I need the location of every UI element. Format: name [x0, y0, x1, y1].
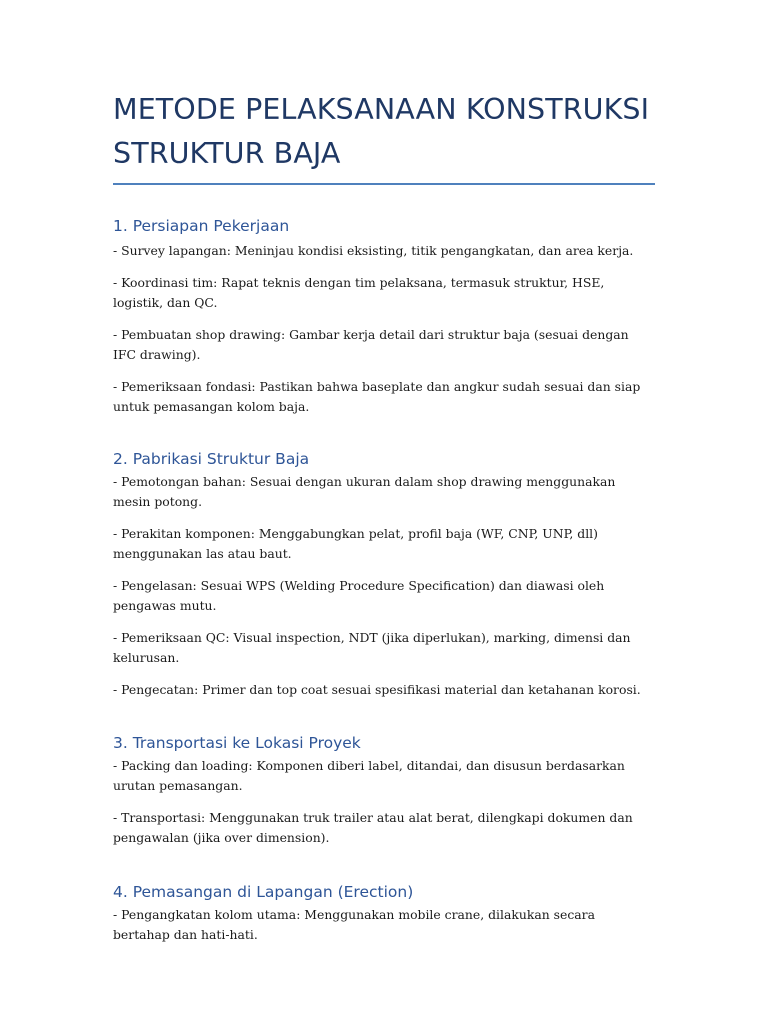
list-item: - Survey lapangan: Meninjau kondisi eksisting, titik pengangkatan, dan area kerja.: [113, 243, 634, 258]
section-pabrikasi: [113, 449, 655, 700]
section-heading: 2. Pabrikasi Struktur Baja: [113, 450, 310, 468]
list-item: - Pemotongan bahan: Sesuai dengan ukuran dalam shop drawing menggunakan mesin potong.: [113, 474, 616, 509]
list-item: - Transportasi: Menggunakan truk trailer atau alat berat, dilengkapi dokumen dan pengawalan (jika over dimension).: [113, 810, 633, 845]
list-item: - Pengelasan: Sesuai WPS (Welding Procedure Specification) dan diawasi oleh pengawas mutu.: [113, 578, 605, 613]
list-item: - Pemeriksaan QC: Visual inspection, NDT (jika diperlukan), marking, dimensi dan kelurusan.: [113, 630, 631, 665]
section-heading: 4. Pemasangan di Lapangan (Erection): [113, 883, 414, 901]
document-title: METODE PELAKSANAAN KONSTRUKSI STRUKTUR BAJA: [113, 93, 650, 170]
document-page: [113, 88, 655, 945]
list-item: - Koordinasi tim: Rapat teknis dengan tim pelaksana, termasuk struktur, HSE, logistik, dan QC.: [113, 275, 605, 310]
list-item: - Pembuatan shop drawing: Gambar kerja detail dari struktur baja (sesuai dengan IFC drawing).: [113, 327, 629, 362]
title-underline: [113, 183, 655, 185]
section-pemasangan: [113, 882, 655, 945]
list-item: - Perakitan komponen: Menggabungkan pelat, profil baja (WF, CNP, UNP, dll) menggunakan las atau baut.: [113, 526, 598, 561]
section-transportasi: [113, 733, 655, 848]
section-persiapan: [113, 216, 655, 417]
list-item: - Pemeriksaan fondasi: Pastikan bahwa baseplate dan angkur sudah sesuai dan siap untuk pemasangan kolom baja.: [113, 379, 641, 414]
list-item: - Pengangkatan kolom utama: Menggunakan mobile crane, dilakukan secara bertahap dan hati-hati.: [113, 907, 595, 942]
section-heading: 1. Persiapan Pekerjaan: [113, 217, 290, 235]
list-item: - Packing dan loading: Komponen diberi label, ditandai, dan disusun berdasarkan urutan pemasangan.: [113, 758, 625, 793]
section-heading: 3. Transportasi ke Lokasi Proyek: [113, 734, 361, 752]
list-item: - Pengecatan: Primer dan top coat sesuai spesifikasi material dan ketahanan korosi.: [113, 682, 641, 697]
